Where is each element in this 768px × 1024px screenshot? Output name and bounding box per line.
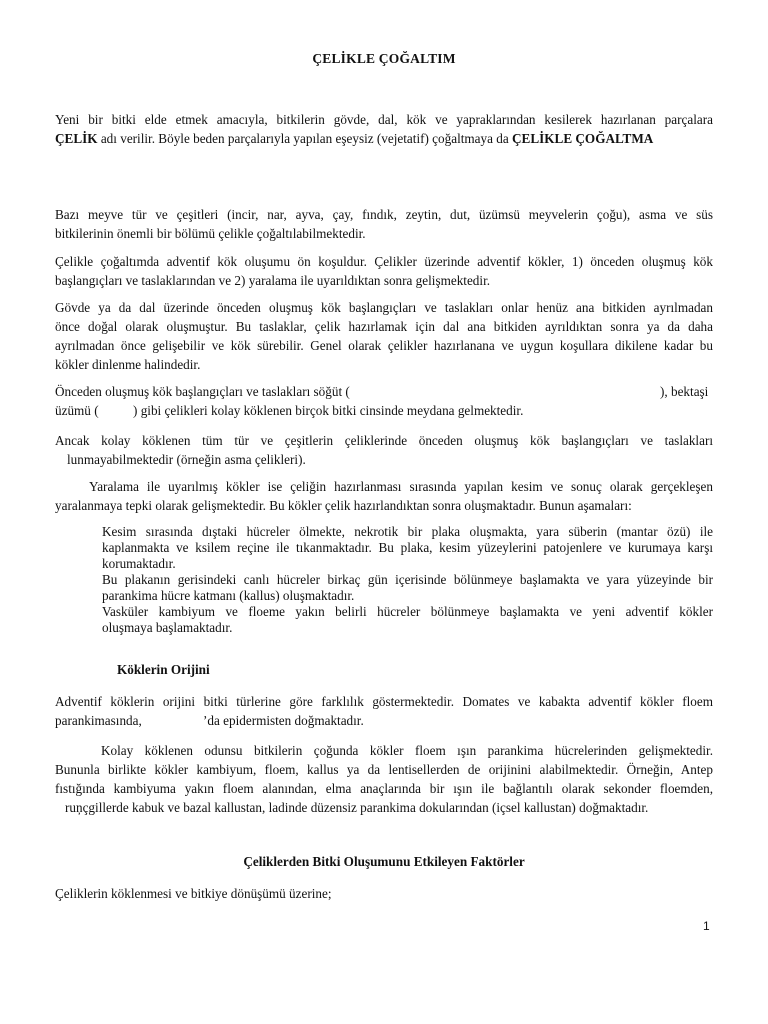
intro-line-2 (55, 129, 713, 148)
steps-list (102, 524, 713, 636)
p4-line-1 (55, 382, 713, 401)
paragraph-7 (55, 692, 713, 730)
paragraph-2 (55, 252, 713, 290)
p2-line-2: başlangıçları ve taslaklarından ve 2) yaralama ile uyarıldıktan sonra gelişmektedir. (55, 273, 491, 288)
p2-line-1: Çelikle çoğaltımda adventif kök oluşumu ön koşuldur. Çelikler üzerinde adventif kökler, 1) önceden oluşmuş kök (55, 254, 713, 269)
p7-line-2 (55, 711, 713, 730)
p3-line-2: önce doğal olarak oluşmuştur. Bu taslaklar, çelik hazırlamak için dal ana bitkiden ayrıldıktan sonra ya da daha (55, 319, 713, 334)
p4-line-2 (55, 401, 713, 420)
paragraph-6 (55, 477, 713, 515)
p7-line-2-start: parankimasında, (55, 713, 142, 728)
p7-line-1: Adventif köklerin orijini bitki türlerine göre farklılık göstermektedir. Domates ve kabakta adventif kökler floem (55, 694, 713, 709)
paragraph-9 (55, 884, 713, 903)
intro-paragraph (55, 110, 713, 148)
paragraph-4 (55, 382, 713, 420)
step-3-line-2: oluşmaya başlamaktadır. (102, 620, 233, 635)
p8-line-3: fıstığında kambiyuma yakın floem alanından, elma anaçlarında bir ışın ile bağlantılı olarak sekonder floemden, (55, 781, 713, 796)
p5-line-1: Ancak kolay köklenen tüm tür ve çeşitlerin çeliklerinde önceden oluşmuş kök başlangıçları ve taslakları (55, 433, 713, 448)
p1-line-1: Bazı meyve tür ve çeşitleri (incir, nar, ayva, çay, fındık, zeytin, dut, üzümsü meyvelerin çoğu), asma ve süs (55, 207, 713, 222)
p5-line-2: lunmayabilmektedir (örneğin asma çelikleri). (67, 452, 306, 467)
p6-line-1: Yaralama ile uyarılmış kökler ise çeliğin hazırlanması sırasında yapılan kesim ve sonuç olarak gerçekleşen (89, 479, 713, 494)
page-number: 1 (703, 919, 710, 933)
paragraph-8 (55, 741, 713, 817)
section-heading-faktorler: Çeliklerden Bitki Oluşumunu Etkileyen Faktörler (243, 854, 525, 869)
step-2-line-2: parankima hücre katmanı (kallus) oluşmaktadır. (102, 588, 355, 603)
p7-line-2-end: ’da epidermisten doğmaktadır. (203, 713, 364, 728)
p4-line-2-start: üzümü ( (55, 403, 99, 418)
intro-line-1: Yeni bir bitki elde etmek amacıyla, bitkilerin gövde, dal, kök ve yapraklarından kesilerek hazırlanan parçalara (55, 112, 713, 127)
celik-term: ÇELİK (55, 131, 98, 146)
step-1-line-3: korumaktadır. (102, 556, 176, 571)
section-heading-koklerin-orijini: Köklerin Orijini (117, 662, 210, 677)
paragraph-3 (55, 298, 713, 374)
p8-line-2: Bununla birlikte kökler kambiyum, floem, kallus ya da lentisellerden de orijinini alabilmektedir. Örneğin, Antep (55, 762, 713, 777)
p3-line-1: Gövde ya da dal üzerinde önceden oluşmuş kök başlangıçları ve taslakları onlar henüz ana bitkiden ayrılmadan (55, 300, 713, 315)
p1-line-2: bitkilerinin önemli bir bölümü çelikle çoğaltılabilmektedir. (55, 226, 366, 241)
paragraph-5 (55, 431, 713, 469)
p4-line-1-start: Önceden oluşmuş kök başlangıçları ve taslakları söğüt ( (55, 384, 350, 399)
step-2-line-1: Bu plakanın gerisindeki canlı hücreler birkaç gün içerisinde bölünmeye başlamakta ve yara yüzeyinde bir (102, 572, 713, 587)
step-1-line-1: Kesim sırasında dıştaki hücreler ölmekte, nekrotik bir plaka oluşmakta, yara süberin (mantar özü) ile (102, 524, 713, 539)
p8-line-1: Kolay köklenen odunsu bitkilerin çoğunda kökler floem ışın parankima hücrelerinden gelişmektedir. (101, 743, 713, 758)
p3-line-3: ayrılmadan önce gelişebilir ve kök sürebilir. Genel olarak çelikler hazırlanana ve uygun koşullara dikilene kadar bu (55, 338, 713, 353)
p3-line-4: kökler dinlenme halindedir. (55, 357, 201, 372)
p4-line-2-end: ) gibi çelikleri kolay köklenen birçok bitki cinsinde meydana gelmektedir. (133, 403, 524, 418)
p4-line-1-end: ), bektaşi (660, 384, 709, 399)
p6-line-2: yaralanmaya tepki olarak gelişmektedir. Bu kökler çelik hazırlandıktan sonra oluşmaktadır. Bunun aşamaları: (55, 498, 632, 513)
paragraph-1 (55, 205, 713, 243)
celikle-cogaltma-term: ÇELİKLE ÇOĞALTMA (512, 131, 654, 146)
step-1-line-2: kaplanmakta ve ksilem reçine ile tıkanmaktadır. Bu plaka, kesim yüzeylerini patojenlere ve kurumaya karşı (102, 540, 713, 555)
page-title: ÇELİKLE ÇOĞALTIM (312, 51, 456, 66)
intro-line-2-mid: adı verilir. Böyle beden parçalarıyla yapılan eşeysiz (vejetatif) çoğaltmaya da (97, 131, 513, 146)
step-3-line-1: Vasküler kambiyum ve floeme yakın belirli hücreler bölünmeye başlamakta ve yeni adventif kökler (102, 604, 713, 619)
p9-line-1: Çeliklerin köklenmesi ve bitkiye dönüşümü üzerine; (55, 886, 332, 901)
p8-line-4: ruņçgillerde kabuk ve bazal kallustan, ladinde düzensiz parankima dokularından (içsel kallustan) doğmaktadır. (65, 800, 649, 815)
